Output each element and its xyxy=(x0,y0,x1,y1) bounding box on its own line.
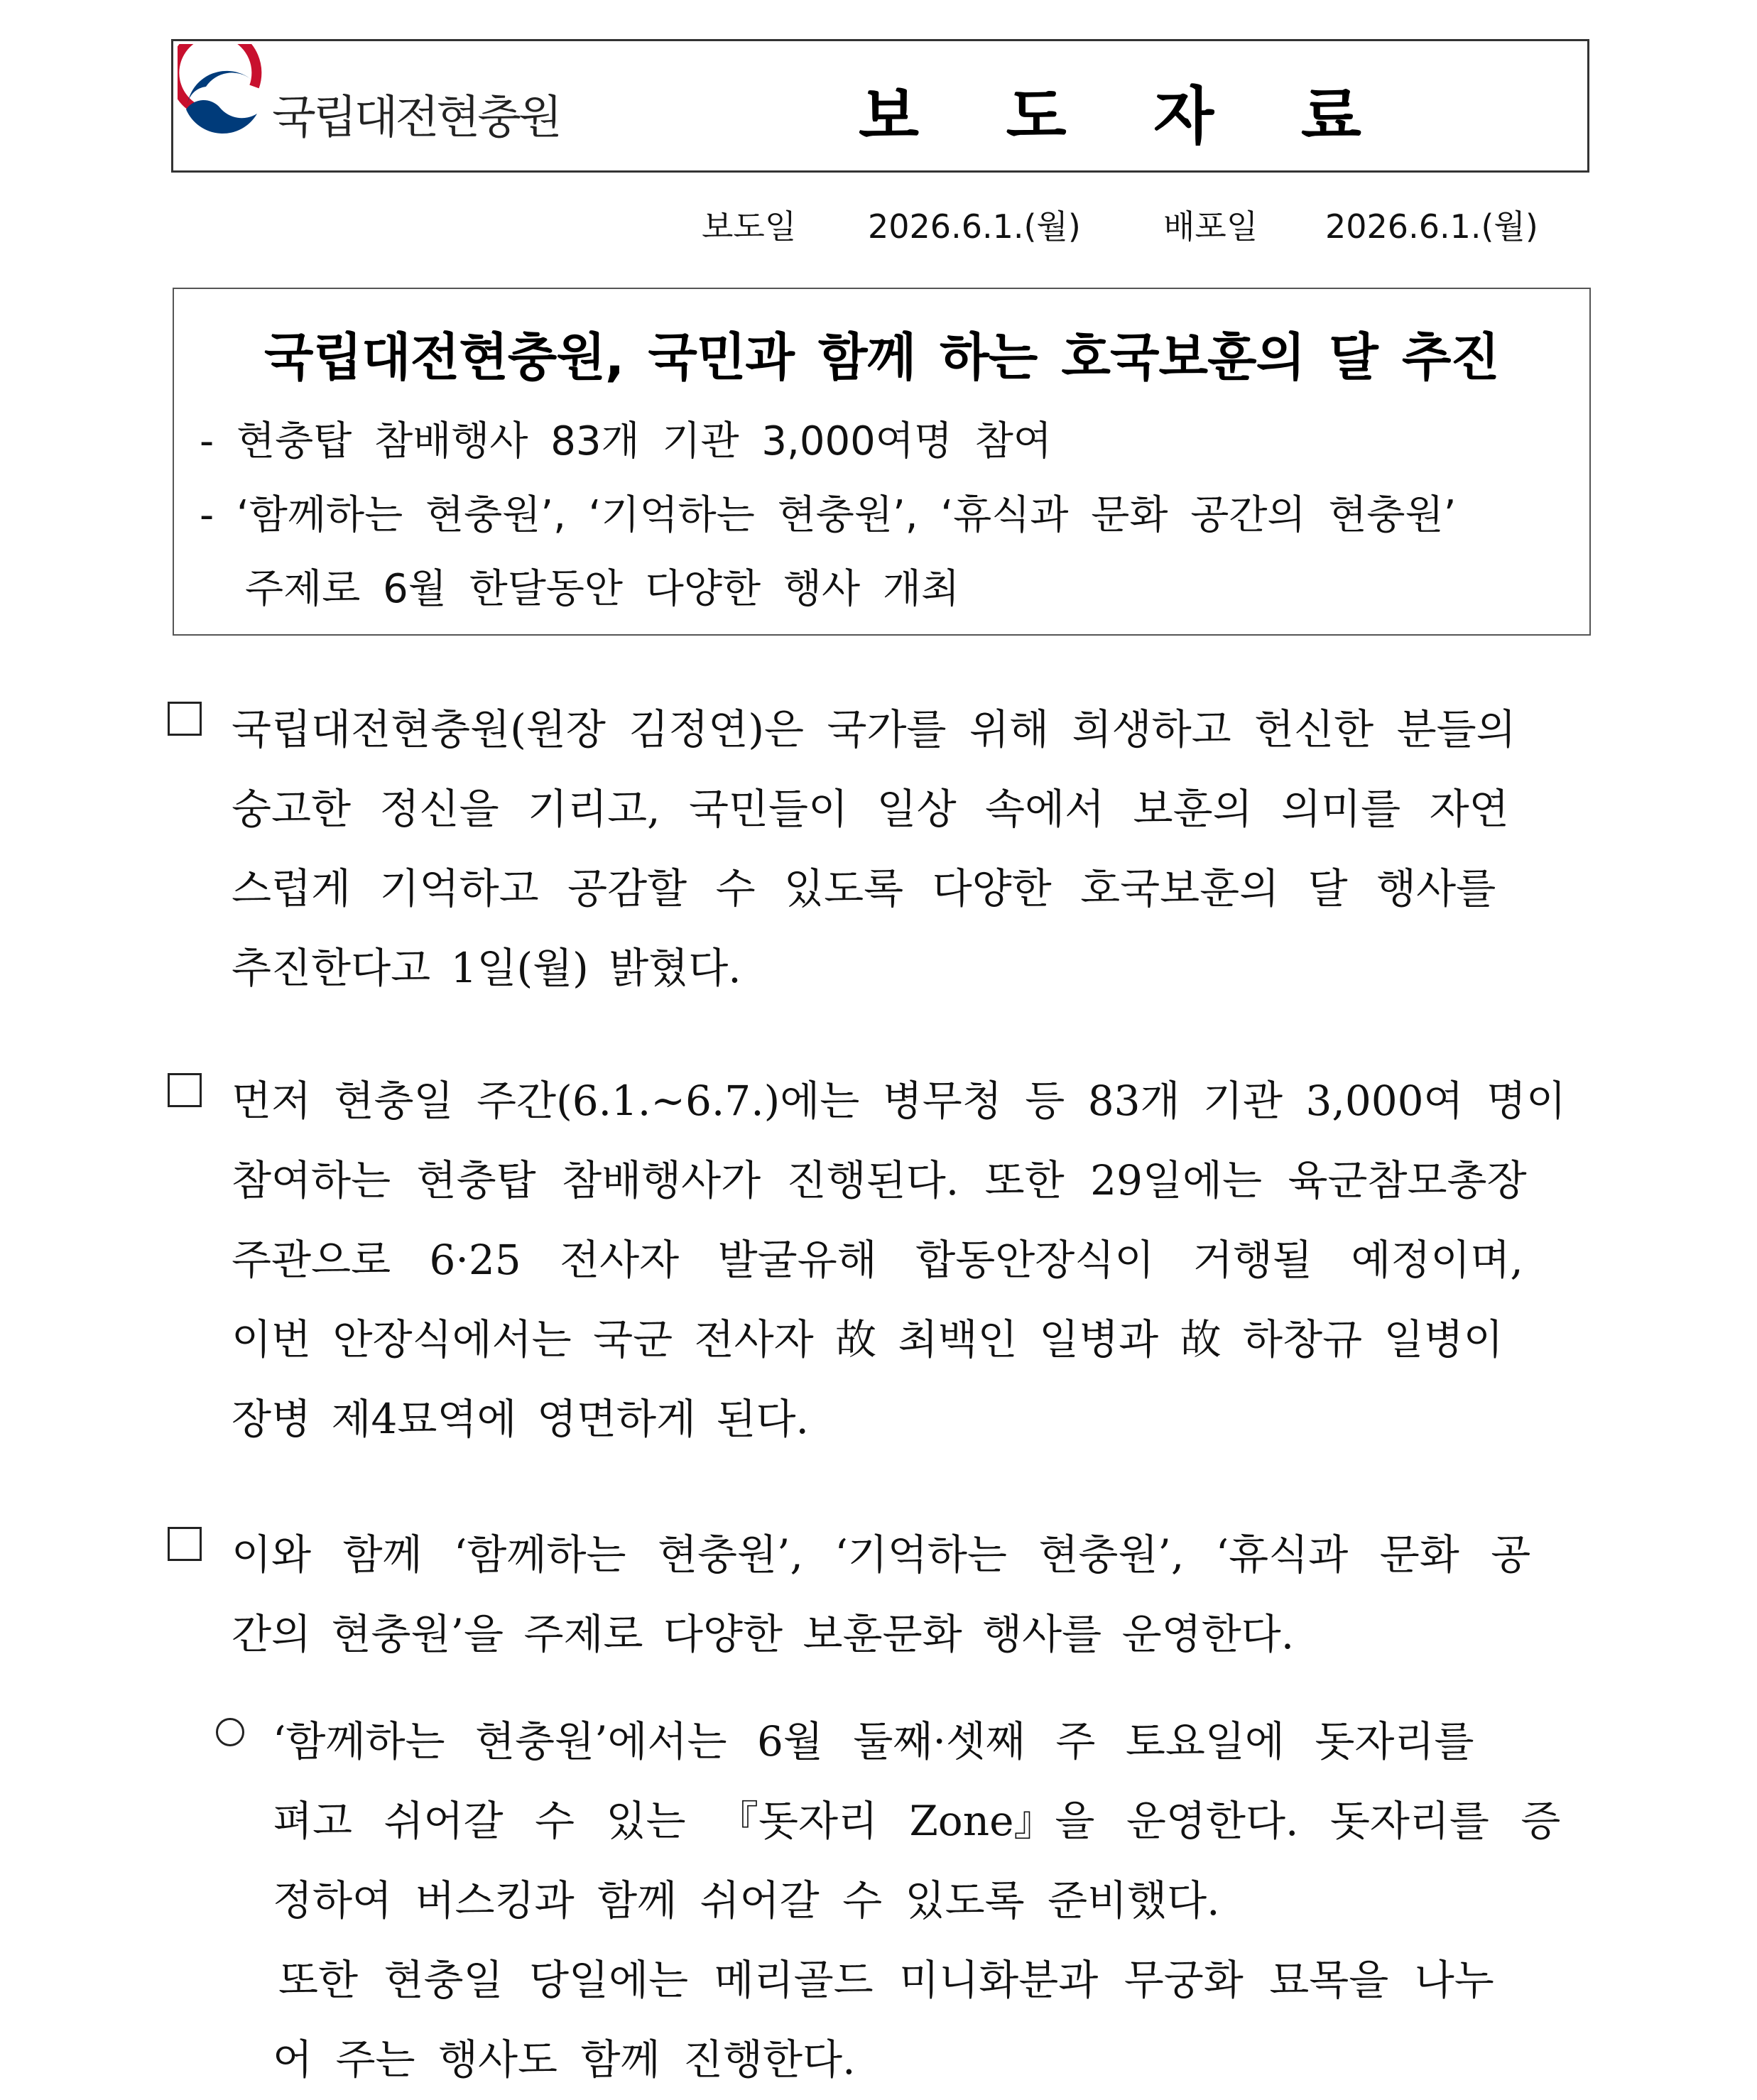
paragraph-line: 간의 현충원’을 주제로 다양한 보훈문화 행사를 운영한다. xyxy=(232,1610,1295,1658)
summary-bullet: - 현충탑 참배행사 83개 기관 3,000여명 참여 xyxy=(200,418,1052,464)
distribute-date: 2026.6.1.(월) xyxy=(1325,207,1538,246)
paragraph-line: 또한 현충일 당일에는 메리골드 미니화분과 무궁화 묘목을 나누 xyxy=(278,1956,1494,2004)
paragraph-line: 주관으로 6·25 전사자 발굴유해 합동안장식이 거행될 예정이며, xyxy=(232,1236,1523,1284)
paragraph-line: 펴고 쉬어갈 수 있는 『돗자리 Zone』을 운영한다. 돗자리를 증 xyxy=(273,1797,1561,1845)
checkbox-marker-icon xyxy=(168,1527,202,1561)
paragraph-line: 숭고한 정신을 기리고, 국민들이 일상 속에서 보훈의 의미를 자연 xyxy=(232,785,1509,833)
report-date: 2026.6.1.(월) xyxy=(868,207,1081,246)
paragraph-line: 국립대전현충원(원장 김정연)은 국가를 위해 희생하고 헌신한 분들의 xyxy=(232,705,1516,754)
paragraph-line: 어 주는 행사도 함께 진행한다. xyxy=(273,2035,856,2084)
paragraph-line: 참여하는 현충탑 참배행사가 진행된다. 또한 29일에는 육군참모총장 xyxy=(232,1156,1527,1204)
summary-box xyxy=(173,288,1591,636)
taegeuk-logo-icon xyxy=(178,44,263,169)
report-date-label: 보도일 xyxy=(702,207,797,246)
distribute-date-label: 배포일 xyxy=(1163,207,1258,246)
paragraph-line: 스럽게 기억하고 공감할 수 있도록 다양한 호국보훈의 달 행사를 xyxy=(232,864,1496,913)
paragraph-line: 추진한다고 1일(월) 밝혔다. xyxy=(232,944,741,992)
org-logo xyxy=(176,44,560,169)
summary-bullet-continued: 주제로 6월 한달동안 다양한 행사 개최 xyxy=(245,566,960,612)
document-type-title: 보 도 자 료 xyxy=(859,80,1394,153)
org-name: 국립대전현충원 xyxy=(272,92,560,144)
checkbox-marker-icon xyxy=(168,1073,202,1107)
circle-bullet-icon xyxy=(216,1718,244,1746)
paragraph-line: 이와 함께 ‘함께하는 현충원’, ‘기억하는 현충원’, ‘휴식과 문화 공 xyxy=(232,1530,1531,1579)
paragraph-line: ‘함께하는 현충원’에서는 6월 둘째·셋째 주 토요일에 돗자리를 xyxy=(273,1717,1474,1766)
paragraph-line: 장병 제4묘역에 영면하게 된다. xyxy=(232,1395,809,1443)
paragraph-line: 이번 안장식에서는 국군 전사자 故 최백인 일병과 故 하창규 일병이 xyxy=(232,1315,1503,1364)
header-box xyxy=(171,39,1589,173)
paragraph-line: 정하여 버스킹과 함께 쉬어갈 수 있도록 준비했다. xyxy=(273,1876,1220,1925)
summary-bullet: - ‘함께하는 현충원’, ‘기억하는 현충원’, ‘휴식과 문화 공간의 현충원’ xyxy=(200,492,1457,538)
paragraph-line: 먼저 현충일 주간(6.1.~6.7.)에는 병무청 등 83개 기관 3,000여 명이 xyxy=(232,1077,1567,1125)
checkbox-marker-icon xyxy=(168,702,202,736)
headline: 국립대전현충원, 국민과 함께 하는 호국보훈의 달 추진 xyxy=(264,327,1499,387)
